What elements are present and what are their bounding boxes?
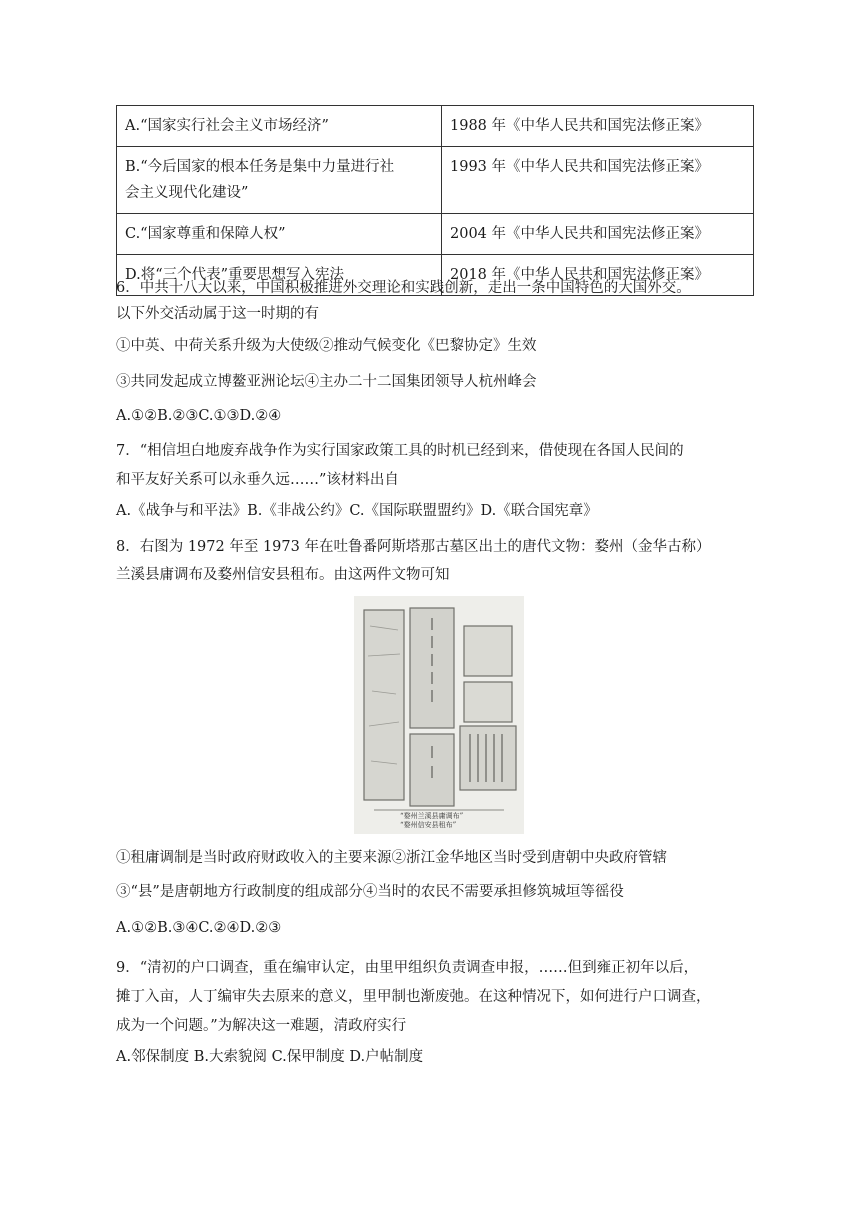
figure-caption-1: “婺州兰溪县庸调布” bbox=[400, 812, 464, 820]
q9-stem-line-1: 9．“清初的户口调查，重在编审认定，由里甲组织负责调查申报，……但到雍正初年以后， bbox=[116, 960, 699, 976]
q7-choices: A.《战争与和平法》B.《非战公约》C.《国际联盟盟约》D.《联合国宪章》 bbox=[116, 503, 598, 519]
table-cell: 2018 年《中华人民共和国宪法修正案》 bbox=[442, 255, 754, 296]
artifact-photo-drawing bbox=[354, 596, 524, 834]
q7-stem-line-1: 7．“相信坦白地废弃战争作为实行国家政策工具的时机已经到来，借使现在各国人民间的 bbox=[116, 443, 684, 459]
figure-caption-2: “婺州信安县租布” bbox=[400, 821, 457, 829]
table-cell: 2004 年《中华人民共和国宪法修正案》 bbox=[442, 214, 754, 255]
table-row bbox=[117, 106, 754, 147]
q7-stem-line-2: 和平友好关系可以永垂久远……”该材料出自 bbox=[116, 472, 399, 488]
table-row bbox=[117, 214, 754, 255]
q9-choices: A.邻保制度 B.大索貌阅 C.保甲制度 D.户帖制度 bbox=[116, 1049, 424, 1065]
cell-line: B.“今后国家的根本任务是集中力量进行社 bbox=[125, 159, 395, 175]
q8-stem-line-2: 兰溪县庸调布及婺州信安县租布。由这两件文物可知 bbox=[116, 567, 450, 583]
q9-stem-line-3: 成为一个问题。”为解决这一难题，清政府实行 bbox=[116, 1018, 407, 1034]
table-cell: A.“国家实行社会主义市场经济” bbox=[117, 106, 442, 147]
q6-option-line-1: ①中英、中荷关系升级为大使级②推动气候变化《巴黎协定》生效 bbox=[116, 338, 537, 354]
q6-stem-line-2: 以下外交活动属于这一时期的有 bbox=[116, 306, 319, 322]
table-cell: 1988 年《中华人民共和国宪法修正案》 bbox=[442, 106, 754, 147]
cell-line: 会主义现代化建设” bbox=[125, 185, 249, 201]
artifact-photo bbox=[354, 596, 524, 834]
q6-stem-line-1: 6．中共十八大以来，中国积极推进外交理论和实践创新，走出一条中国特色的大国外交。 bbox=[116, 280, 691, 296]
options-table bbox=[116, 105, 754, 296]
table-row bbox=[117, 147, 754, 214]
table-cell: D.将“三个代表”重要思想写入宪法 bbox=[117, 255, 442, 296]
q8-option-line-1: ①租庸调制是当时政府财政收入的主要来源②浙江金华地区当时受到唐朝中央政府管辖 bbox=[116, 850, 667, 866]
table-cell: C.“国家尊重和保障人权” bbox=[117, 214, 442, 255]
q9-stem-line-2: 摊丁入亩，人丁编审失去原来的意义，里甲制也渐废弛。在这种情况下，如何进行户口调查， bbox=[116, 989, 711, 1005]
table-cell bbox=[117, 147, 442, 214]
q6-option-line-2: ③共同发起成立博鳌亚洲论坛④主办二十二国集团领导人杭州峰会 bbox=[116, 374, 537, 390]
q8-option-line-2: ③“县”是唐朝地方行政制度的组成部分④当时的农民不需要承担修筑城垣等徭役 bbox=[116, 884, 624, 900]
q8-choices: A.①②B.③④C.②④D.②③ bbox=[116, 920, 282, 936]
table-cell: 1993 年《中华人民共和国宪法修正案》 bbox=[442, 147, 754, 214]
q6-choices: A.①②B.②③C.①③D.②④ bbox=[116, 408, 282, 424]
q8-stem-line-1: 8．右图为 1972 年至 1973 年在吐鲁番阿斯塔那古墓区出土的唐代文物：婺州（金华古称） bbox=[116, 539, 711, 555]
